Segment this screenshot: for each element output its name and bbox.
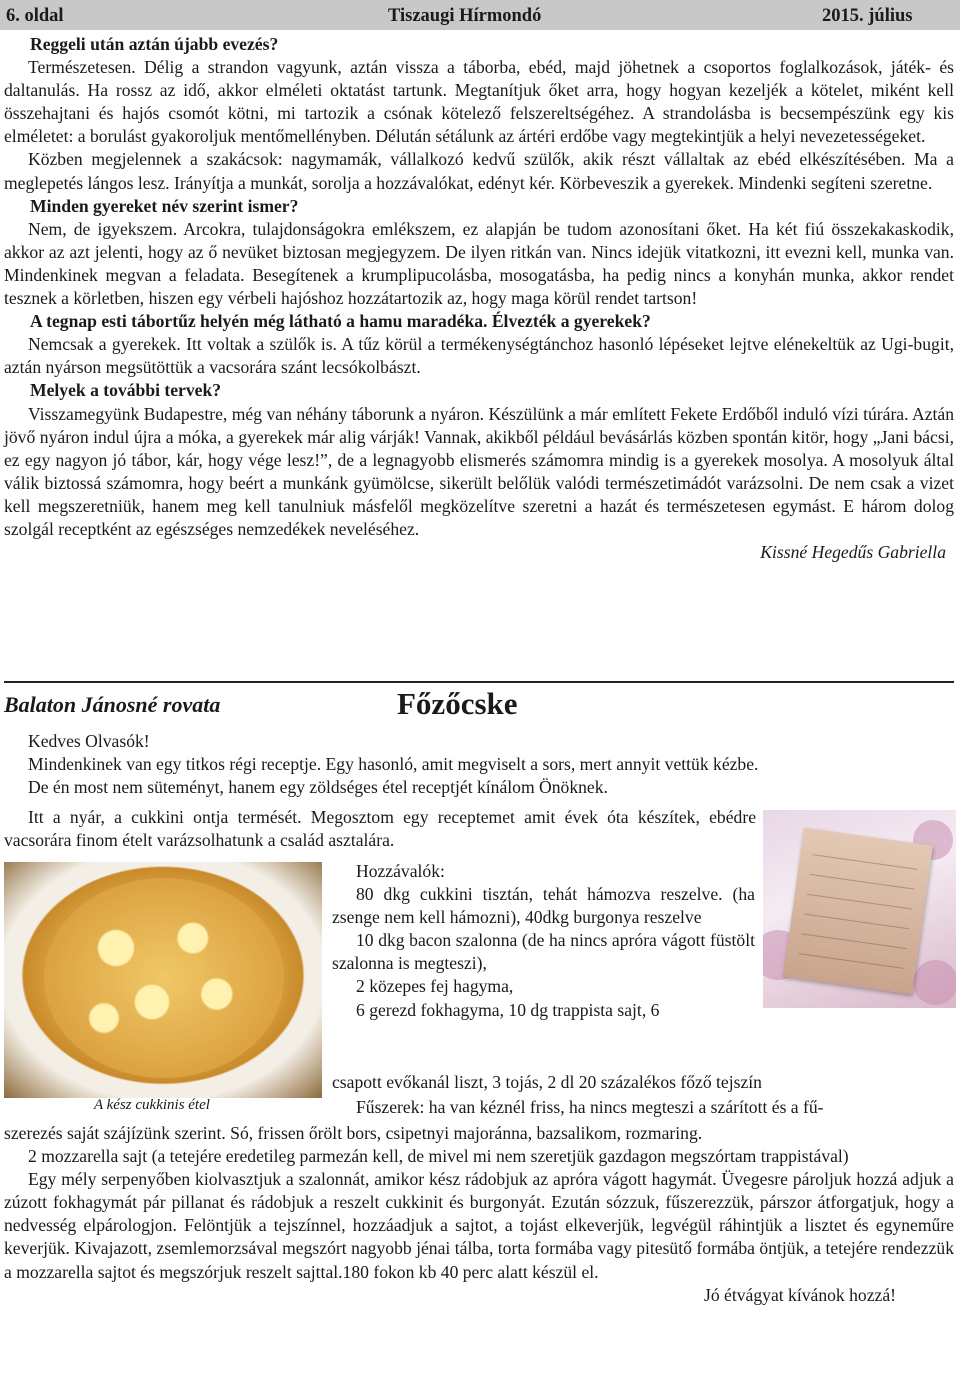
closing-wish: Jó étvágyat kívánok hozzá! (704, 1284, 896, 1305)
ingredient-2: 10 dkg bacon szalonna (de ha nincs apróra vágott füstölt szalonna is megteszi), (332, 930, 755, 974)
intro-paragraph-2: De én most nem süteményt, hanem egy zöldséges étel receptjét kínálom Önöknek. (28, 777, 608, 798)
question-2: Minden gyereket név szerint ismer? (30, 195, 299, 216)
author-signature: Kissné Hegedűs Gabriella (760, 542, 946, 563)
answer-1-paragraph-1: Természetesen. Délig a strandon vagyunk, aztán vissza a táborba, ebéd, majd jöhetnek a csoportos foglalkozások, játék- és daltanulás. Ha rossz az idő, akkor elméleti oktatást tartunk. Megtanítjuk őket arra, hogy hogyan kezeljék a kötelet, miként kell összehajtani és hajós csomót kötni, mi tartozik a csónak kötelező felszereltségéhez. A strandolásba is becsempészünk egy kis elméletet: a borulást gyakoroljuk mentőmellényben. Délután sétálunk az ártéri erdőbe vagy megtekintjük a helyi nevezetességeket. (4, 57, 954, 147)
publication-name: Tiszaugi Hírmondó (388, 6, 542, 26)
method-paragraph: Egy mély serpenyőben kiolvasztjuk a szalonnát, amikor kész rádobjuk az apróra vágott hagymát. Üvegesre pároljuk hozzá adjuk a zúzott fokhagymát pár pillanat és rádobjuk a reszelt cukkinit és burgonyát. Ezután sózzuk, fűszerezzük, párszor átforgatjuk, hogy a nedvesség elpárologjon. Felöntjük a tejszínnel, hozzáadjuk a sajtot, a tojást elkeverjük, legvégül ráhintjük a lisztet és egyneműre keverjük. Kivajazott, zsemlemorzsával megszórt nagyobb jénai tálba, torta formába vagy pitesütő formába öntjük, a tetejére rendezzük a mozzarella sajtot és megszórjuk reszelt sajttal.180 fokon kb 40 perc alatt készül el. (4, 1169, 954, 1282)
section-divider (4, 681, 954, 683)
column-label: Balaton Jánosné rovata (4, 692, 221, 717)
answer-1-paragraph-2: Közben megjelennek a szakácsok: nagymamák, vállalkozó kedvű szülők, akik részt vállaltak az ebéd elkészítésében. Ma a meglepetés lángos lesz. Irányítja a munkát, sorolja a hozzávalókat, edényt kér. Körbeveszik a gyerekek. Mindenki segíteni szeretne. (4, 149, 954, 193)
ingredients-list (332, 860, 755, 1022)
tablecloth-flower (913, 960, 956, 1005)
question-3: A tegnap esti tábortűz helyén még látható a hamu maradéka. Élvezték a gyerekek? (30, 311, 651, 332)
recipe-card-photo (763, 810, 956, 1008)
issue-date: 2015. július (822, 6, 913, 26)
answer-3: Nemcsak a gyerekek. Itt voltak a szülők is. A tűz körül a termékenységtánchoz hasonló lépéseket lejtve elénekeltük az Ugi-bugit, aztán nyárson megsütöttük a vacsorára szánt lecsókolbászt. (4, 334, 954, 378)
dish-surface (44, 878, 284, 1078)
zucchini-dish-photo (4, 862, 322, 1098)
question-4: Melyek a további tervek? (30, 380, 222, 401)
answer-2: Nem, de igyekszem. Arcokra, tulajdonságokra emlékszem, ez alapján be tudom azonosítani őket. Ha két fiú összekakaskodik, akkor az azt jelenti, hogy az ő nevüket biztosan megjegyzem. De ilyen ritkán van. Nincs idejük vitatkozni, itt evezni kell, munka van. Mindenkinek megvan a feladata. Besegítenek a krumplipucolásba, mosogatásba, ha pedig nincs a konyhán munka, akkor rendet tesznek a körletben, hiszen egy vérbeli hajóshoz hozzátartozik az, hogy maga körül rendet tartson! (4, 218, 954, 309)
interview-article (4, 33, 954, 564)
handwritten-recipe-paper (783, 828, 933, 995)
photo-caption: A kész cukkinis étel (94, 1097, 210, 1113)
recipe-intro (4, 730, 954, 799)
ingredients-label: Hozzávalók: (356, 861, 445, 881)
spices-line-1: Fűszerek: ha van kéznél friss, ha nincs megteszi a szárított és a fű- (356, 1097, 824, 1117)
page-header (0, 0, 960, 30)
recipe-title: Főzőcske (397, 686, 518, 721)
greeting: Kedves Olvasók! (28, 731, 150, 751)
recipe-method (4, 1122, 954, 1307)
spices-line-2: szerezés saját szájízünk szerint. Só, frissen őrölt bors, csipetnyi majoránna, bazsalikom, rozmaring. (4, 1123, 703, 1143)
mozzarella-note: 2 mozzarella sajt (a tetejére eredetileg parmezán kell, de mivel mi nem szeretjük gazdagon megszórtam trappistával) (28, 1146, 849, 1167)
ingredient-3: 2 közepes fej hagyma, (356, 976, 514, 997)
ingredient-1: 80 dkg cukkini tisztán, tehát hámozva reszelve. (ha zsenge nem kell hámozni), 40dkg burgonya reszelve (332, 884, 755, 928)
page-number: 6. oldal (6, 6, 64, 26)
question-1: Reggeli után aztán újabb evezés? (30, 34, 279, 54)
ingredient-4b: csapott evőkanál liszt, 3 tojás, 2 dl 20 százalékos főző tejszín (332, 1072, 762, 1092)
intro-paragraph-1: Mindenkinek van egy titkos régi receptje. Egy hasonló, amit megviselt a sors, mert annyit vettük kézbe. (28, 754, 759, 775)
ingredient-4a: 6 gerezd fokhagyma, 10 dg trappista sajt, 6 (356, 999, 660, 1020)
intro-paragraph-3-block (4, 806, 756, 852)
answer-4: Visszamegyünk Budapestre, még van néhány táborunk a nyáron. Készülünk a már említett Fekete Erdőből induló vízi túrára. Aztán jövő nyáron indul újra a móka, a gyerekek már alig várják! Vannak, akikből például bevásárlás közben spontán kitör, hogy „Jani bácsi, ez egy nagyon jó tábor, kár, hogy vége lesz!”, de a legnagyobb elismerés számomra mindig is a gyerekek mosolya. A mosolyuk által válik biztossá számomra, hogy beért a munkánk gyümölcse, sikerült belőlük valódi természetimádót varázsolni. De nem csak a vizet kell megszeretniük, hanem meg kell tanulniuk másfelől megközelítve szeretni a hazát és természetesen egymást. E három dolog szolgál receptként az egészséges nemzedékek neveléséhez. (4, 403, 954, 539)
intro-paragraph-3: Itt a nyár, a cukkini ontja termését. Megosztom egy receptemet amit évek óta készítek, ebédre vacsorára finom ételt varázsolhatunk a család asztalára. (4, 807, 756, 851)
